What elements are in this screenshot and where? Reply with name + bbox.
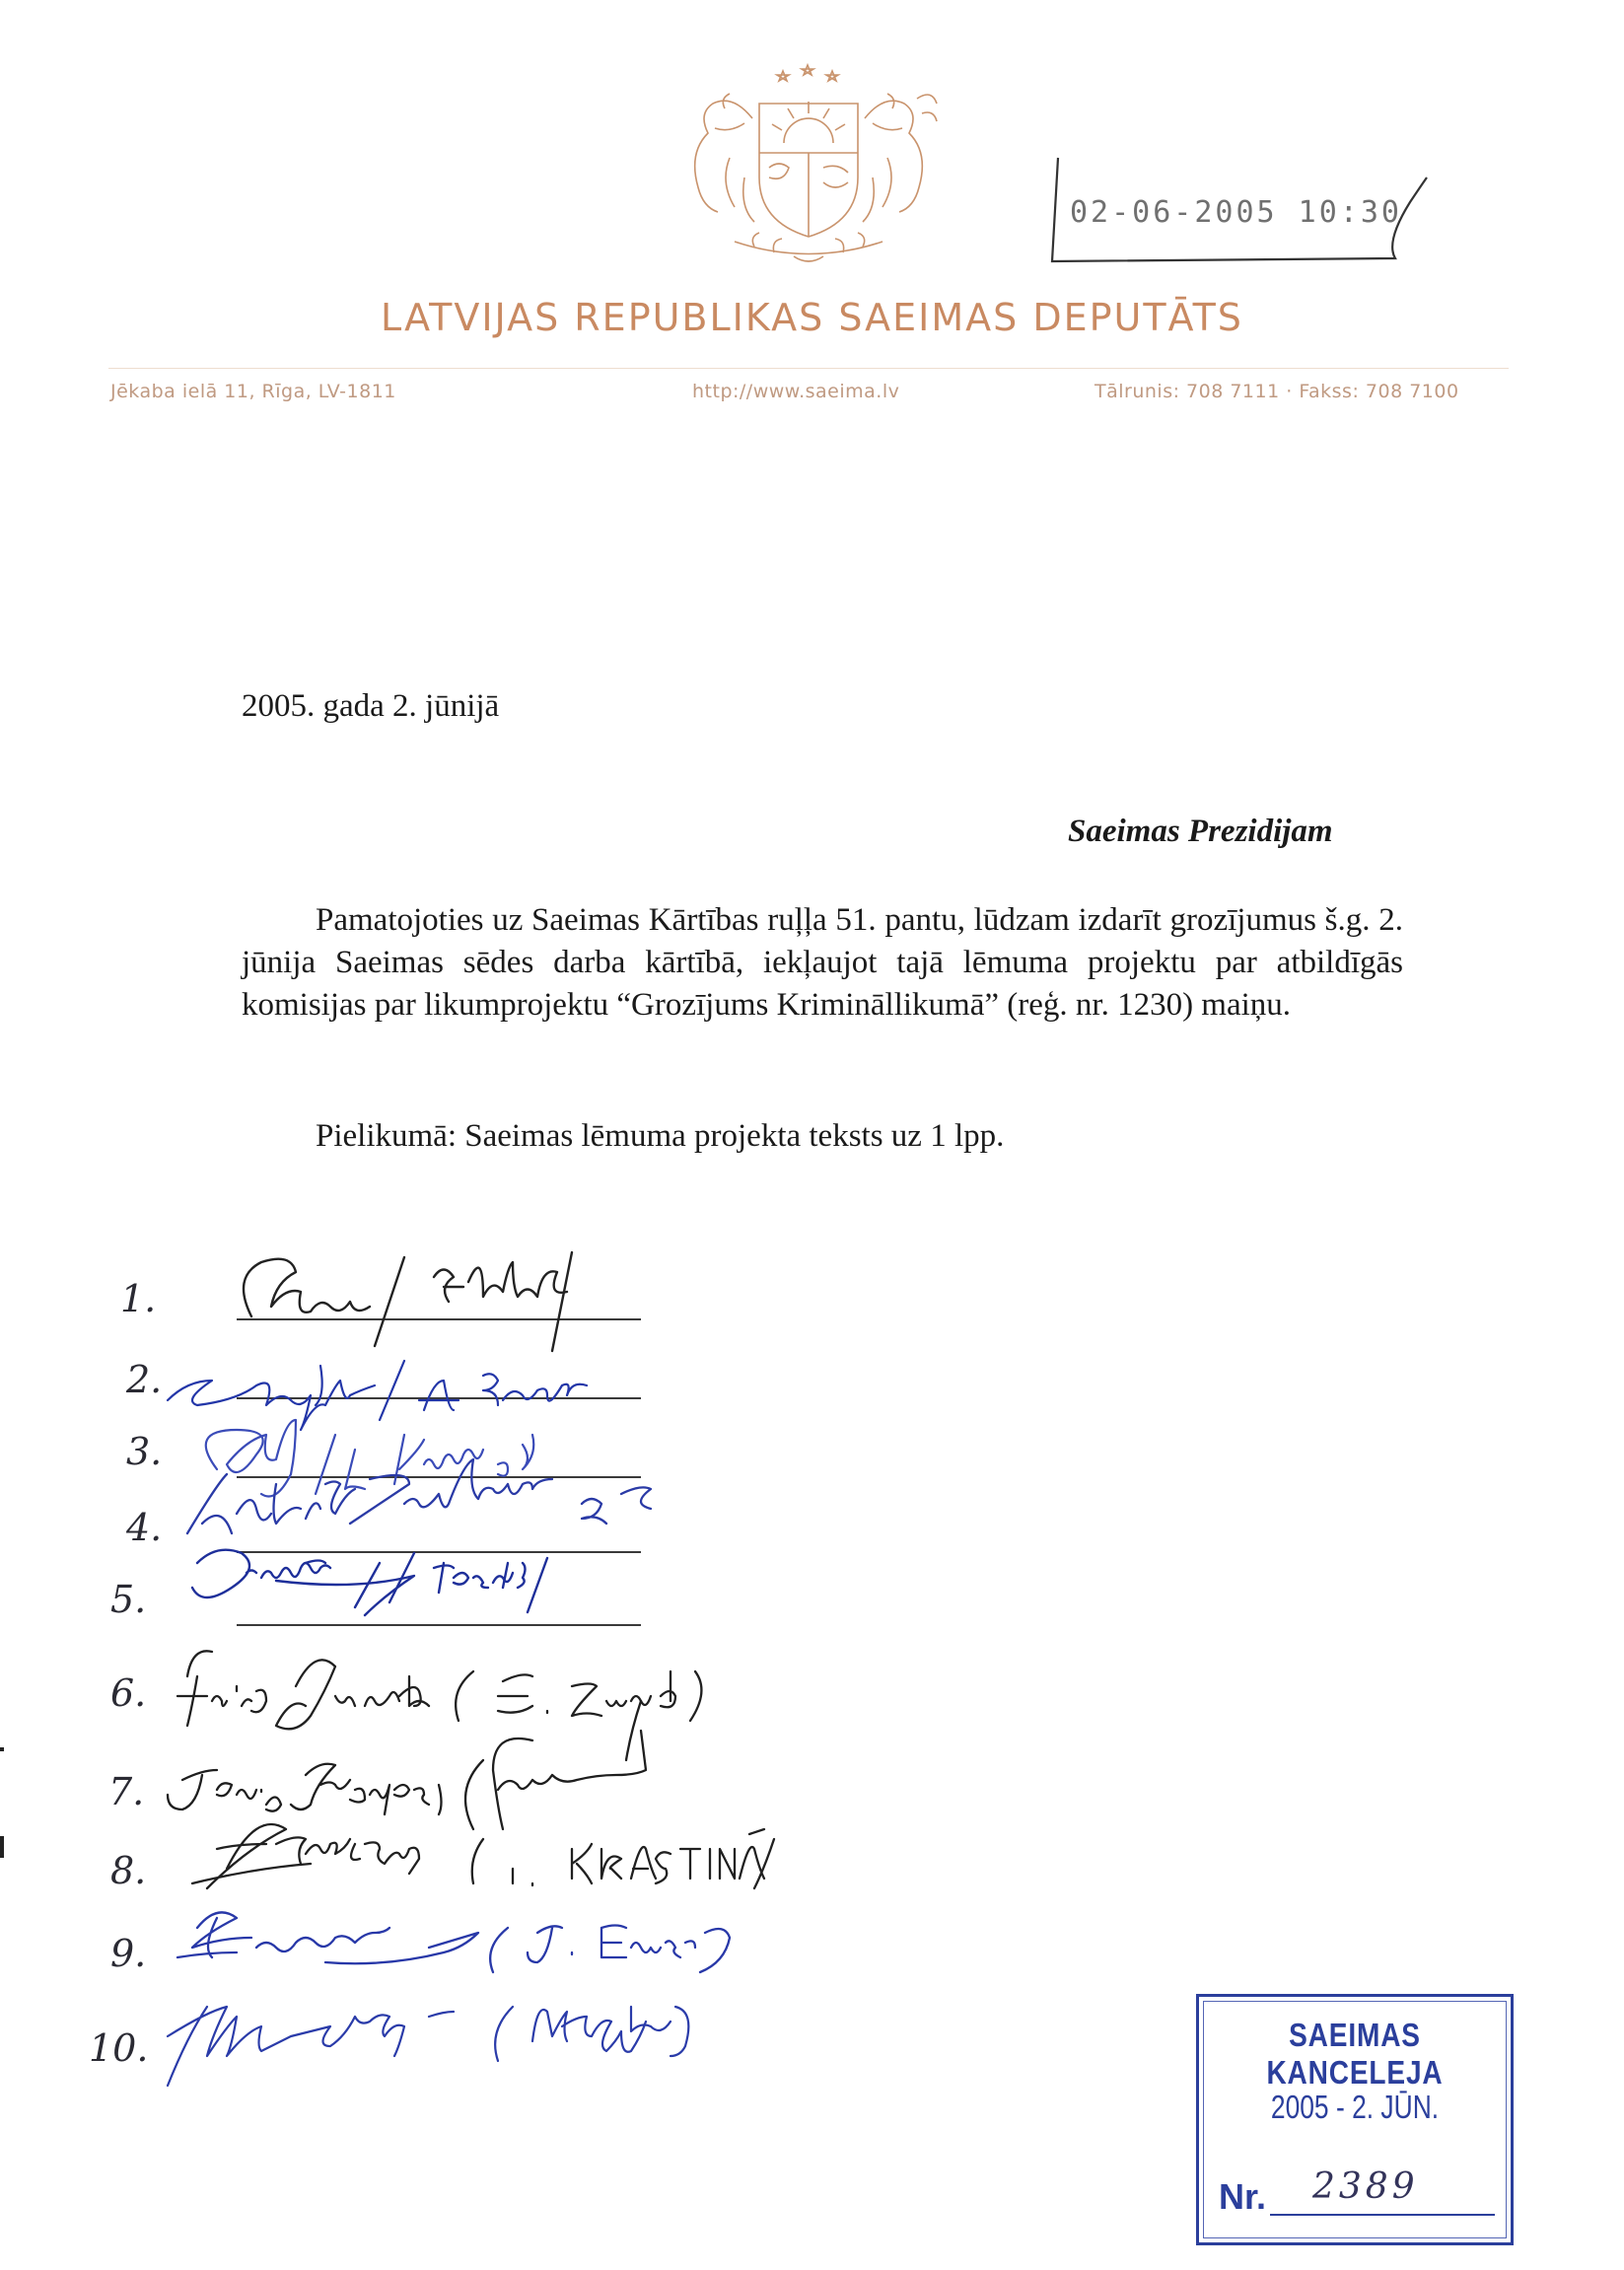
- signature-number: 3.: [126, 1430, 163, 1473]
- received-timestamp-stamp: [1030, 148, 1445, 271]
- signature-number: 6.: [110, 1671, 147, 1715]
- stamp-nr-label: Nr.: [1219, 2176, 1267, 2217]
- org-title: LATVIJAS REPUBLIKAS SAEIMAS DEPUTĀTS: [381, 296, 1243, 339]
- timestamp-text: 02-06-2005 10:30: [1070, 195, 1402, 230]
- signature-number: 4.: [126, 1506, 163, 1549]
- letter-body: Pamatojoties uz Saeimas Kārtības ruļļa 51. pantu, lūdzam izdarīt grozījumus š.g. 2. jūnija Saeimas sēdes darba kārtībā, iekļaujot tajā lēmuma projektu par atbildīgās komisijas par likumprojektu “Grozījums Krimināllikumā” (reģ. nr. 1230) maiņu.: [242, 902, 1403, 1023]
- contact-website: http://www.saeima.lv: [692, 381, 900, 402]
- stamp-title: SAEIMAS KANCELEJA: [1266, 2017, 1444, 2091]
- letter-addressee: Saeimas Prezidijam: [1068, 814, 1333, 849]
- contact-address: Jēkaba ielā 11, Rīga, LV-1811: [110, 381, 396, 402]
- letter-attachment: Pielikumā: Saeimas lēmuma projekta teksts uz 1 lpp.: [316, 1118, 1005, 1154]
- signature-number: 5.: [110, 1578, 147, 1621]
- office-receipt-stamp: [1196, 1994, 1514, 2245]
- stamp-number: 2389: [1312, 2166, 1419, 2207]
- contact-phone-fax: Tālrunis: 708 7111 · Fakss: 708 7100: [1094, 381, 1459, 402]
- handwritten-signatures: [158, 1238, 976, 2125]
- stamp-number-line: [1270, 2214, 1495, 2216]
- scan-margin-mark: [0, 1836, 4, 1858]
- signature-number: 9.: [110, 1932, 147, 1975]
- scan-margin-mark: [0, 1747, 4, 1751]
- stamp-date: 2005 - 2. JŪN.: [1270, 2089, 1440, 2125]
- signature-number: 7.: [108, 1770, 145, 1813]
- signature-number: 2.: [126, 1358, 163, 1401]
- signature-number: 8.: [110, 1849, 147, 1892]
- coat-of-arms-icon: [675, 59, 942, 271]
- signature-block: [69, 1238, 976, 2125]
- letter-date: 2005. gada 2. jūnijā: [242, 688, 500, 724]
- signature-number: 1.: [120, 1277, 157, 1320]
- signature-number: 10.: [89, 2026, 149, 2070]
- header-divider: [108, 368, 1509, 369]
